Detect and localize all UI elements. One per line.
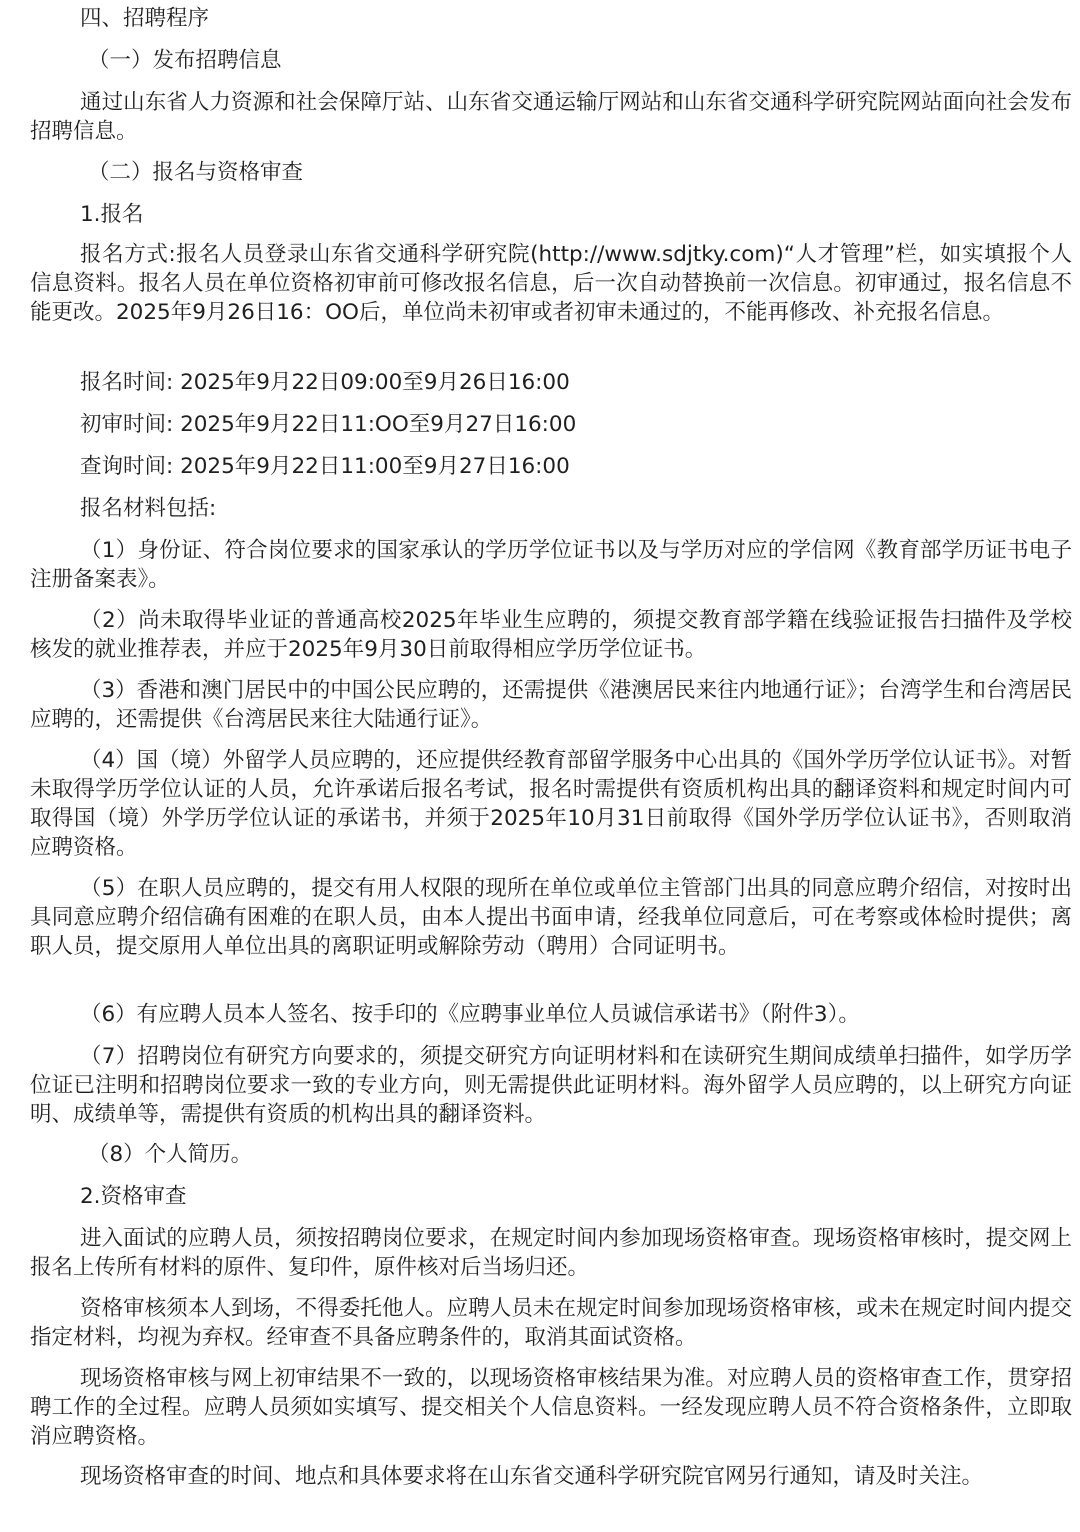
- query-time: 查询时间: 2025年9月22日11:00至9月27日16:00: [80, 454, 570, 479]
- review-time: 初审时间: 2025年9月22日11:OO至9月27日16:00: [80, 412, 577, 437]
- review-paragraph-3: 现场资格审核与网上初审结果不一致的，以现场资格审核结果为准。对应聘人员的资格审查工作，贯穿招聘工作的全过程。应聘人员须如实填写、提交相关个人信息资料。一经发现应聘人员不符合资格条件，立即取消应聘资格。: [30, 1366, 1072, 1449]
- registration-method: 报名方式:报名人员登录山东省交通科学研究院(http://www.sdjtky.com)“人才管理”栏，如实填报个人信息资料。报名人员在单位资格初审前可修改报名信息，后一次自动替换前一次信息。初审通过，报名信息不能更改。2025年9月26日16：OO后，单位尚未初审或者初审未通过的，不能再修改、补充报名信息。: [30, 242, 1072, 325]
- material-item-6: （6）有应聘人员本人签名、按手印的《应聘事业单位人员诚信承诺书》（附件3）。: [80, 1002, 860, 1027]
- part1-title: 1.报名: [80, 202, 144, 227]
- material-item-3: （3）香港和澳门居民中的中国公民应聘的，还需提供《港澳居民来往内地通行证》；台湾学生和台湾居民应聘的，还需提供《台湾居民来往大陆通行证》。: [30, 678, 1072, 732]
- material-item-8: （8）个人简历。: [88, 1142, 253, 1167]
- material-item-2: （2）尚未取得毕业证的普通高校2025年毕业生应聘的，须提交教育部学籍在线验证报告扫描件及学校核发的就业推荐表，并应于2025年9月30日前取得相应学历学位证书。: [30, 608, 1072, 662]
- registration-time: 报名时间: 2025年9月22日09:00至9月26日16:00: [80, 370, 570, 395]
- materials-title: 报名材料包括:: [80, 496, 217, 521]
- section-title: 四、招聘程序: [80, 6, 210, 31]
- material-item-7: （7）招聘岗位有研究方向要求的，须提交研究方向证明材料和在读研究生期间成绩单扫描件，如学历学位证已注明和招聘岗位要求一致的专业方向，则无需提供此证明材料。海外留学人员应聘的，以上研究方向证明、成绩单等，需提供有资质的机构出具的翻译资料。: [30, 1044, 1072, 1127]
- part2-title: 2.资格审查: [80, 1184, 187, 1209]
- sub2-title: （二）报名与资格审查: [88, 160, 304, 185]
- material-item-4: （4）国（境）外留学人员应聘的，还应提供经教育部留学服务中心出具的《国外学历学位认证书》。对暂未取得学历学位认证的人员，允许承诺后报名考试，报名时需提供有资质机构出具的翻译资料和规定时间内可取得国（境）外学历学位认证的承诺书，并须于2025年10月31日前取得《国外学历学位认证书》，否则取消应聘资格。: [30, 748, 1072, 860]
- review-paragraph-1: 进入面试的应聘人员，须按招聘岗位要求，在规定时间内参加现场资格审查。现场资格审核时，提交网上报名上传所有材料的原件、复印件，原件核对后当场归还。: [30, 1226, 1072, 1280]
- review-paragraph-2: 资格审核须本人到场，不得委托他人。应聘人员未在规定时间参加现场资格审核，或未在规定时间内提交指定材料，均视为弃权。经审查不具备应聘条件的，取消其面试资格。: [30, 1296, 1072, 1350]
- material-item-1: （1）身份证、符合岗位要求的国家承认的学历学位证书以及与学历对应的学信网《教育部学历证书电子注册备案表》。: [30, 538, 1072, 592]
- sub1-title: （一）发布招聘信息: [88, 48, 282, 73]
- review-paragraph-4: 现场资格审查的时间、地点和具体要求将在山东省交通科学研究院官网另行通知，请及时关注。: [80, 1464, 984, 1489]
- material-item-5: （5）在职人员应聘的，提交有用人权限的现所在单位或单位主管部门出具的同意应聘介绍信，对按时出具同意应聘介绍信确有困难的在职人员，由本人提出书面申请，经我单位同意后，可在考察或体检时提供；离职人员，提交原用人单位出具的离职证明或解除劳动（聘用）合同证明书。: [30, 876, 1072, 959]
- sub1-text: 通过山东省人力资源和社会保障厅站、山东省交通运输厅网站和山东省交通科学研究院网站面向社会发布招聘信息。: [30, 90, 1072, 144]
